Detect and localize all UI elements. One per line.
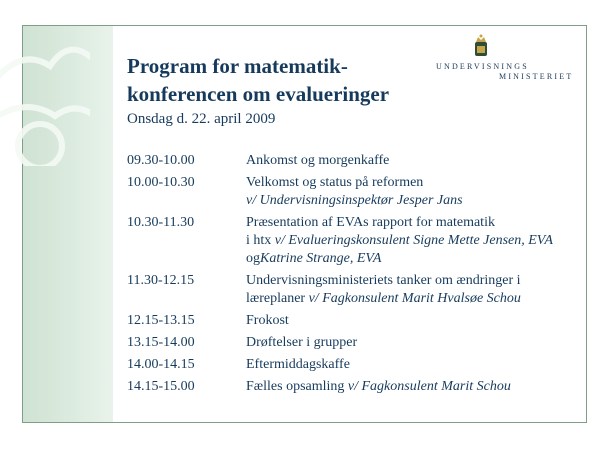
program-row: [127, 356, 582, 374]
program-desc-line: Undervisningsministeriets tanker om ændringer i: [246, 273, 521, 288]
program-time: 13.15-14.00: [127, 335, 195, 350]
program-desc: [246, 272, 582, 308]
program-row: [127, 334, 582, 352]
program-time: 14.15-15.00: [127, 379, 195, 394]
page-subtitle-date: Onsdag d. 22. april 2009: [127, 111, 276, 127]
crown-watermark-icon: [0, 26, 90, 166]
logo-text-line1: UNDERVISNINGS: [436, 62, 529, 71]
program-row: [127, 272, 582, 308]
program-desc: Ankomst og morgenkaffe: [246, 153, 390, 168]
program-desc-line: Velkomst og status på reformen: [246, 175, 424, 190]
program-row: [127, 378, 582, 396]
program-row: [127, 174, 582, 210]
program-desc: Frokost: [246, 313, 289, 328]
program-desc-line: v/ Undervisningsinspektør Jesper Jans: [246, 193, 463, 208]
logo-text-line2: MINISTERIET: [499, 72, 574, 81]
program-desc: Drøftelser i grupper: [246, 335, 358, 350]
program-desc: Eftermiddagskaffe: [246, 357, 350, 372]
crown-logo-icon: [474, 34, 488, 60]
program-time: 11.30-12.15: [127, 273, 195, 288]
program-time: 10.30-11.30: [127, 215, 195, 230]
program-list: [127, 152, 582, 400]
program-row: [127, 152, 582, 170]
program-time: 14.00-14.15: [127, 357, 195, 372]
program-desc: Fælles opsamling v/ Fagkonsulent Marit Schou: [246, 379, 511, 394]
program-desc: [246, 214, 582, 268]
program-desc-line: Præsentation af EVAs rapport for matematik: [246, 215, 495, 230]
program-desc-line: i htx v/ Evalueringskonsulent Signe Mette Jensen, EVA: [246, 233, 553, 248]
program-time: 10.00-10.30: [127, 175, 195, 190]
program-desc: [246, 174, 582, 210]
title-line2: konferencen om evalueringer: [127, 82, 390, 106]
title-line1: Program for matematik-: [127, 54, 348, 78]
page-title: [127, 52, 427, 108]
program-desc-line: ogKatrine Strange, EVA: [246, 251, 382, 266]
program-row: [127, 214, 582, 268]
program-desc-line: læreplaner v/ Fagkonsulent Marit Hvalsøe Schou: [246, 291, 521, 306]
program-time: 09.30-10.00: [127, 153, 195, 168]
program-row: [127, 312, 582, 330]
program-time: 12.15-13.15: [127, 313, 195, 328]
